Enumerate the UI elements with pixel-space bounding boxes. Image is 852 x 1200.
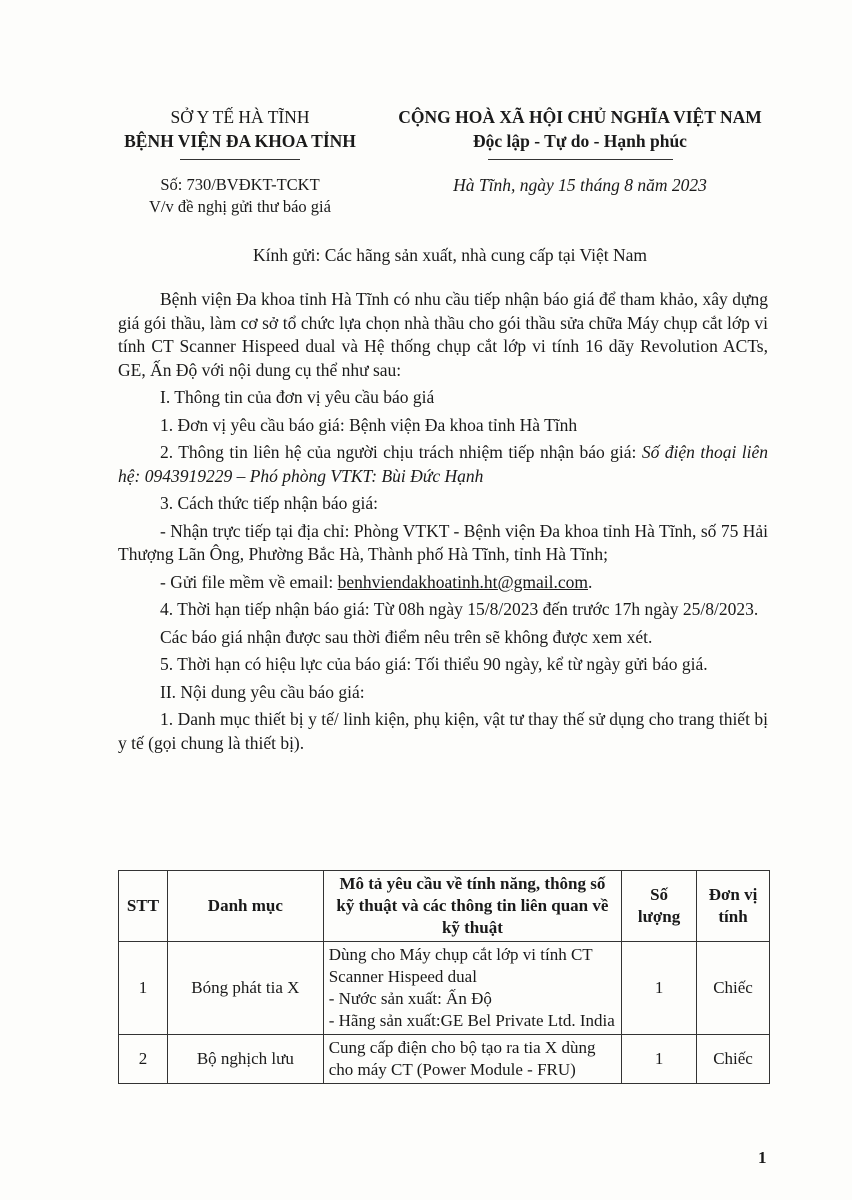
table-header-row bbox=[119, 871, 770, 942]
header-left-divider bbox=[180, 159, 300, 160]
recipient-line: Kính gửi: Các hãng sản xuất, nhà cung cấp tại Việt Nam bbox=[253, 245, 647, 265]
email-suffix: . bbox=[588, 571, 593, 592]
desc-line: - Nước sản xuất: Ấn Độ bbox=[328, 989, 492, 1008]
row-stt: 1 bbox=[119, 942, 168, 1035]
equipment-table bbox=[118, 870, 770, 1084]
intro-paragraph: Bệnh viện Đa khoa tỉnh Hà Tĩnh có nhu cầu tiếp nhận báo giá để tham khảo, xây dựng giá gói thầu, làm cơ sở tổ chức lựa chọn nhà thầu cho gói thầu sửa chữa Máy chụp cắt lớp vi tính CT Scanner Hispeed dual và Hệ thống chụp cắt lớp vi tính 16 dãy Revolution ACTs, GE, Ấn Độ với nội dung cụ thể như sau: bbox=[118, 289, 768, 380]
row-description bbox=[323, 1035, 621, 1084]
organization-name: BỆNH VIỆN ĐA KHOA TỈNH bbox=[124, 131, 356, 151]
row-unit: Chiếc bbox=[697, 1035, 770, 1084]
email-link[interactable]: benhviendakhoatinh.ht@gmail.com bbox=[337, 571, 588, 592]
section-1-item-4: 4. Thời hạn tiếp nhận báo giá: Từ 08h ngày 15/8/2023 đến trước 17h ngày 25/8/2023. bbox=[160, 599, 759, 619]
row-quantity: 1 bbox=[622, 1035, 697, 1084]
document-subject: V/v đề nghị gửi thư báo giá bbox=[149, 197, 331, 216]
place-date: Hà Tĩnh, ngày 15 tháng 8 năm 2023 bbox=[453, 175, 707, 195]
header-right-divider bbox=[488, 159, 673, 160]
table-row bbox=[119, 1035, 770, 1084]
row-stt: 2 bbox=[119, 1035, 168, 1084]
agency-name: SỞ Y TẾ HÀ TĨNH bbox=[170, 107, 310, 127]
col-stt: STT bbox=[119, 871, 168, 942]
nation-title: CỘNG HOÀ XÃ HỘI CHỦ NGHĨA VIỆT NAM bbox=[398, 107, 762, 127]
col-quantity: Số lượng bbox=[622, 871, 697, 942]
desc-line: Cung cấp điện cho bộ tạo ra tia X dùng cho máy CT (Power Module - FRU) bbox=[328, 1038, 596, 1079]
contact-label: 2. Thông tin liên hệ của người chịu trách nhiệm tiếp nhận báo giá: bbox=[160, 442, 642, 462]
national-motto: Độc lập - Tự do - Hạnh phúc bbox=[473, 131, 687, 151]
page-number: 1 bbox=[758, 1148, 767, 1167]
header-right bbox=[375, 105, 785, 196]
col-category: Danh mục bbox=[167, 871, 323, 942]
col-description: Mô tả yêu cầu về tính năng, thông số kỹ thuật và các thông tin liên quan về kỹ thuật bbox=[323, 871, 621, 942]
section-1-item-1: 1. Đơn vị yêu cầu báo giá: Bệnh viện Đa khoa tỉnh Hà Tĩnh bbox=[160, 414, 578, 435]
section-1-item-5: 5. Thời hạn có hiệu lực của báo giá: Tối thiểu 90 ngày, kể từ ngày gửi báo giá. bbox=[160, 654, 708, 674]
header-left bbox=[100, 105, 380, 218]
section-1-item-2 bbox=[118, 441, 768, 488]
document-number: Số: 730/BVĐKT-TCKT bbox=[160, 175, 320, 194]
desc-line: - Hãng sản xuất:GE Bel Private Ltd. India bbox=[328, 1011, 615, 1030]
email-delivery bbox=[118, 571, 768, 595]
section-2-item-1: 1. Danh mục thiết bị y tế/ linh kiện, phụ kiện, vật tư thay thế sử dụng cho trang thiết bị y tế (gọi chung là thiết bị). bbox=[118, 709, 768, 753]
direct-delivery-address: - Nhận trực tiếp tại địa chỉ: Phòng VTKT - Bệnh viện Đa khoa tỉnh Hà Tĩnh, số 75 Hải Thượng Lãn Ông, Phường Bắc Hà, Thành phố Hà Tĩnh, tỉnh Hà Tĩnh; bbox=[118, 520, 768, 564]
email-label: - Gửi file mềm về email: bbox=[160, 571, 338, 592]
document-body bbox=[118, 288, 768, 759]
col-unit: Đơn vị tính bbox=[697, 871, 770, 942]
row-category: Bộ nghịch lưu bbox=[167, 1035, 323, 1084]
section-1-title: I. Thông tin của đơn vị yêu cầu báo giá bbox=[160, 387, 435, 407]
desc-line: Dùng cho Máy chụp cắt lớp vi tính CT Scanner Hispeed dual bbox=[328, 945, 593, 986]
row-category: Bóng phát tia X bbox=[167, 942, 323, 1035]
row-description bbox=[323, 942, 621, 1035]
row-unit: Chiếc bbox=[697, 942, 770, 1035]
deadline-note: Các báo giá nhận được sau thời điểm nêu trên sẽ không được xem xét. bbox=[160, 626, 653, 647]
table-row bbox=[119, 942, 770, 1035]
section-1-item-3: 3. Cách thức tiếp nhận báo giá: bbox=[160, 493, 378, 513]
contact-info: Số điện thoại liên hệ: 0943919229 – Phó phòng VTKT: Bùi Đức Hạnh bbox=[118, 442, 768, 486]
section-2-title: II. Nội dung yêu cầu báo giá: bbox=[160, 681, 365, 702]
row-quantity: 1 bbox=[622, 942, 697, 1035]
